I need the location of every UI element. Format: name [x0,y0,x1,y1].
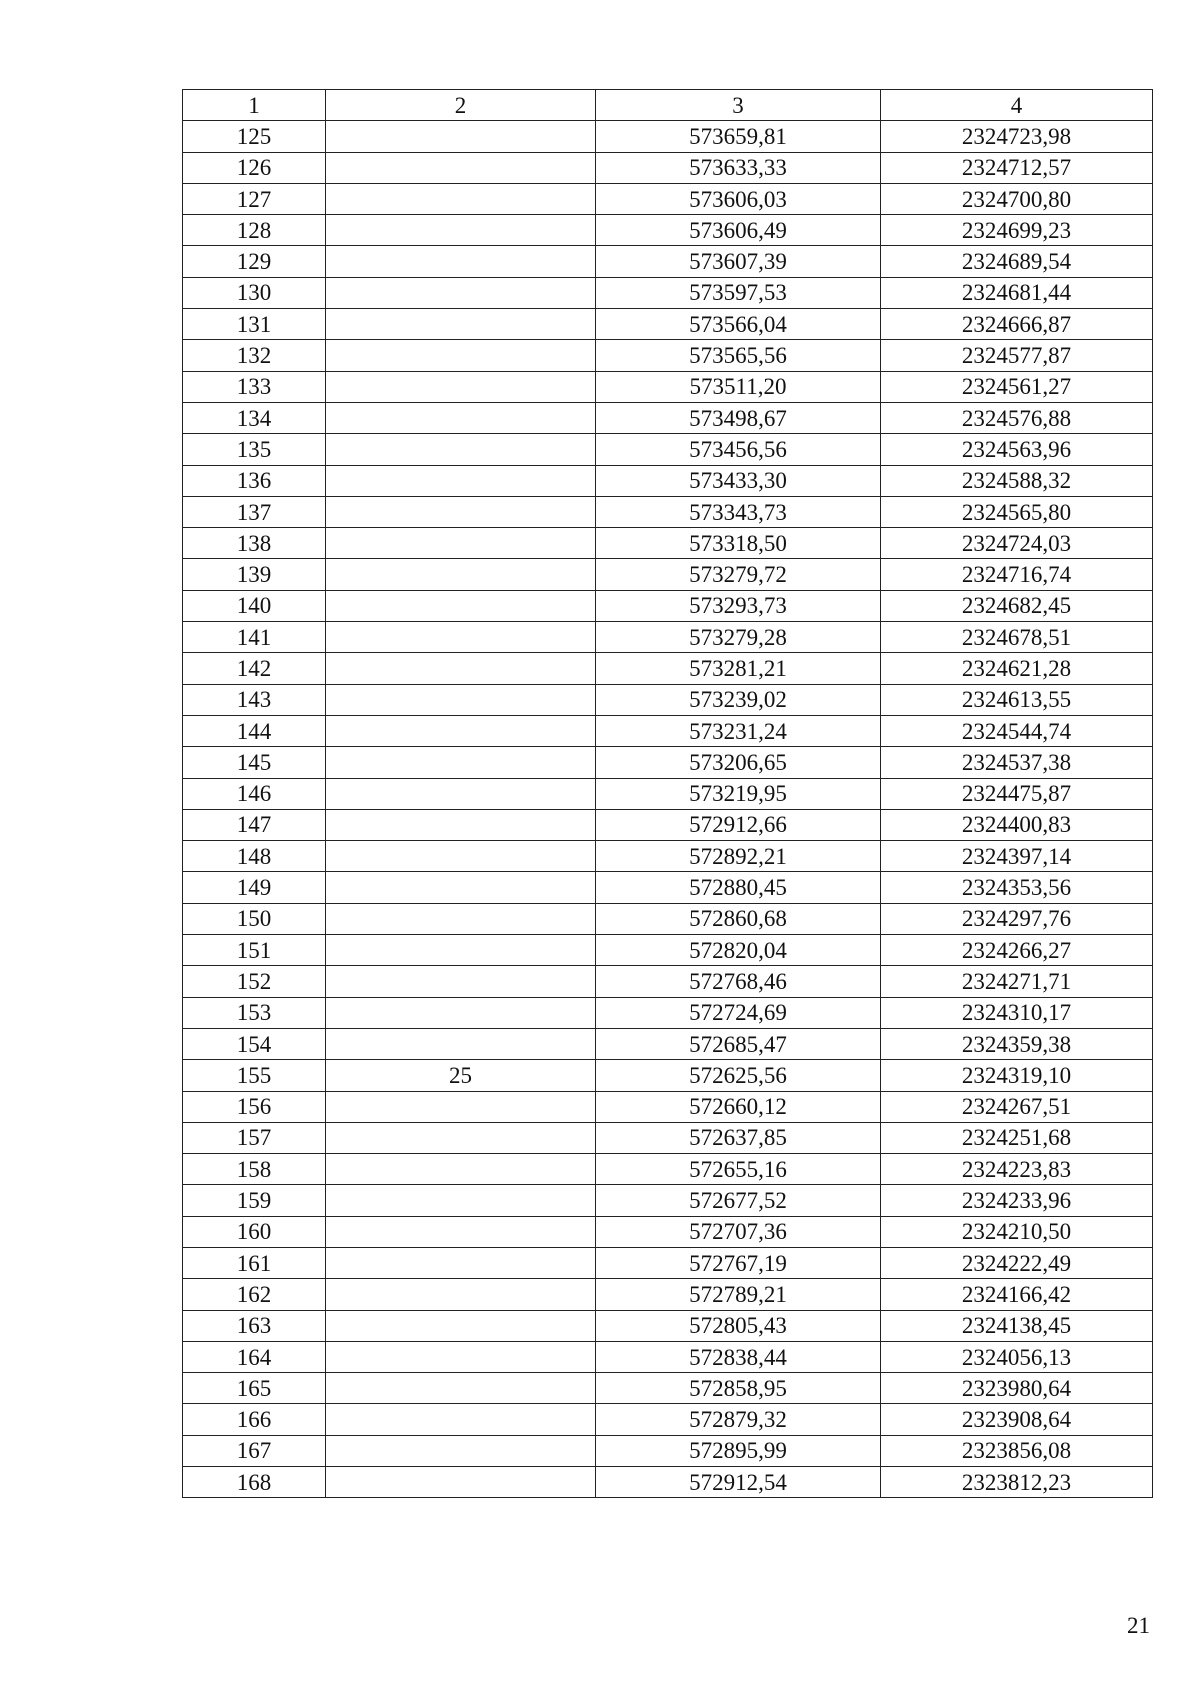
x-coordinate-cell: 573633,33 [596,152,881,183]
plot-number-cell [326,246,596,277]
y-coordinate-cell: 2324223,83 [881,1154,1153,1185]
plot-number-cell [326,1028,596,1059]
x-coordinate-cell: 572838,44 [596,1341,881,1372]
point-number-cell: 140 [183,590,326,621]
y-coordinate-cell: 2324689,54 [881,246,1153,277]
y-coordinate-cell: 2324233,96 [881,1185,1153,1216]
table-header [183,90,1153,121]
x-coordinate-cell: 573279,28 [596,622,881,653]
plot-number-cell [326,309,596,340]
point-number-cell: 127 [183,183,326,214]
point-number-cell: 157 [183,1122,326,1153]
table-row [183,183,1153,214]
x-coordinate-cell: 572685,47 [596,1028,881,1059]
point-number-cell: 128 [183,215,326,246]
point-number-cell: 159 [183,1185,326,1216]
x-coordinate-cell: 573456,56 [596,434,881,465]
table-row [183,246,1153,277]
y-coordinate-cell: 2324251,68 [881,1122,1153,1153]
y-coordinate-cell: 2324682,45 [881,590,1153,621]
table-row [183,1341,1153,1372]
x-coordinate-cell: 572912,54 [596,1467,881,1498]
x-coordinate-cell: 572789,21 [596,1279,881,1310]
point-number-cell: 132 [183,340,326,371]
table-row [183,747,1153,778]
plot-number-cell [326,465,596,496]
table-row [183,1404,1153,1435]
plot-number-cell [326,559,596,590]
header-cell-col-3: 3 [596,90,881,121]
point-number-cell: 146 [183,778,326,809]
point-number-cell: 130 [183,277,326,308]
table-row [183,622,1153,653]
table-row [183,402,1153,433]
table-row [183,1247,1153,1278]
y-coordinate-cell: 2324166,42 [881,1279,1153,1310]
y-coordinate-cell: 2324359,38 [881,1028,1153,1059]
y-coordinate-cell: 2324310,17 [881,997,1153,1028]
table-row [183,1154,1153,1185]
point-number-cell: 155 [183,1060,326,1091]
plot-number-cell [326,1279,596,1310]
plot-number-cell [326,340,596,371]
y-coordinate-cell: 2324700,80 [881,183,1153,214]
x-coordinate-cell: 572637,85 [596,1122,881,1153]
table-row [183,1279,1153,1310]
y-coordinate-cell: 2324678,51 [881,622,1153,653]
x-coordinate-cell: 573606,03 [596,183,881,214]
plot-number-cell [326,590,596,621]
x-coordinate-cell: 573566,04 [596,309,881,340]
plot-number-cell [326,966,596,997]
plot-number-cell [326,653,596,684]
point-number-cell: 163 [183,1310,326,1341]
point-number-cell: 144 [183,715,326,746]
point-number-cell: 138 [183,528,326,559]
header-cell-col-1: 1 [183,90,326,121]
point-number-cell: 145 [183,747,326,778]
table-row [183,809,1153,840]
plot-number-cell [326,371,596,402]
table-row [183,1185,1153,1216]
point-number-cell: 151 [183,935,326,966]
x-coordinate-cell: 573293,73 [596,590,881,621]
plot-number-cell [326,1435,596,1466]
x-coordinate-cell: 572892,21 [596,841,881,872]
table-row [183,778,1153,809]
table-row [183,152,1153,183]
plot-number-cell [326,1467,596,1498]
y-coordinate-cell: 2323812,23 [881,1467,1153,1498]
x-coordinate-cell: 572660,12 [596,1091,881,1122]
plot-number-cell [326,1341,596,1372]
plot-number-cell [326,215,596,246]
point-number-cell: 125 [183,121,326,152]
header-cell-col-4: 4 [881,90,1153,121]
plot-number-cell [326,183,596,214]
point-number-cell: 150 [183,903,326,934]
point-number-cell: 152 [183,966,326,997]
y-coordinate-cell: 2324681,44 [881,277,1153,308]
table-row [183,715,1153,746]
table-row [183,309,1153,340]
plot-number-cell [326,1404,596,1435]
x-coordinate-cell: 572805,43 [596,1310,881,1341]
plot-number-cell [326,1247,596,1278]
point-number-cell: 143 [183,684,326,715]
y-coordinate-cell: 2324577,87 [881,340,1153,371]
point-number-cell: 139 [183,559,326,590]
table-row [183,215,1153,246]
table-row [183,1028,1153,1059]
table-row [183,1091,1153,1122]
y-coordinate-cell: 2323908,64 [881,1404,1153,1435]
plot-number-cell [326,496,596,527]
plot-number-cell [326,684,596,715]
y-coordinate-cell: 2324353,56 [881,872,1153,903]
point-number-cell: 142 [183,653,326,684]
x-coordinate-cell: 573206,65 [596,747,881,778]
y-coordinate-cell: 2324319,10 [881,1060,1153,1091]
plot-number-cell [326,152,596,183]
x-coordinate-cell: 572625,56 [596,1060,881,1091]
plot-number-cell [326,997,596,1028]
table-row [183,1373,1153,1404]
plot-number-cell [326,809,596,840]
y-coordinate-cell: 2324565,80 [881,496,1153,527]
point-number-cell: 133 [183,371,326,402]
plot-number-cell [326,841,596,872]
y-coordinate-cell: 2324561,27 [881,371,1153,402]
y-coordinate-cell: 2324576,88 [881,402,1153,433]
y-coordinate-cell: 2324537,38 [881,747,1153,778]
y-coordinate-cell: 2324400,83 [881,809,1153,840]
point-number-cell: 136 [183,465,326,496]
plot-number-cell [326,715,596,746]
point-number-cell: 160 [183,1216,326,1247]
y-coordinate-cell: 2324266,27 [881,935,1153,966]
table-row [183,903,1153,934]
plot-number-cell [326,528,596,559]
x-coordinate-cell: 573565,56 [596,340,881,371]
table-row [183,872,1153,903]
plot-number-cell [326,1091,596,1122]
point-number-cell: 161 [183,1247,326,1278]
table-row [183,841,1153,872]
table-row [183,1060,1153,1091]
plot-number-cell [326,277,596,308]
y-coordinate-cell: 2324712,57 [881,152,1153,183]
plot-number-cell [326,402,596,433]
point-number-cell: 167 [183,1435,326,1466]
point-number-cell: 149 [183,872,326,903]
point-number-cell: 162 [183,1279,326,1310]
x-coordinate-cell: 573659,81 [596,121,881,152]
x-coordinate-cell: 573239,02 [596,684,881,715]
y-coordinate-cell: 2324138,45 [881,1310,1153,1341]
y-coordinate-cell: 2324723,98 [881,121,1153,152]
y-coordinate-cell: 2324699,23 [881,215,1153,246]
point-number-cell: 153 [183,997,326,1028]
plot-number-cell [326,778,596,809]
point-number-cell: 168 [183,1467,326,1498]
plot-number-cell [326,935,596,966]
table-row [183,1216,1153,1247]
y-coordinate-cell: 2324613,55 [881,684,1153,715]
y-coordinate-cell: 2323980,64 [881,1373,1153,1404]
table-row [183,653,1153,684]
point-number-cell: 131 [183,309,326,340]
y-coordinate-cell: 2324724,03 [881,528,1153,559]
point-number-cell: 166 [183,1404,326,1435]
x-coordinate-cell: 573607,39 [596,246,881,277]
point-number-cell: 158 [183,1154,326,1185]
point-number-cell: 148 [183,841,326,872]
plot-number-cell [326,872,596,903]
x-coordinate-cell: 572860,68 [596,903,881,934]
x-coordinate-cell: 573219,95 [596,778,881,809]
x-coordinate-cell: 573511,20 [596,371,881,402]
x-coordinate-cell: 572655,16 [596,1154,881,1185]
table-row [183,684,1153,715]
point-number-cell: 147 [183,809,326,840]
plot-number-cell [326,1154,596,1185]
plot-number-cell: 25 [326,1060,596,1091]
x-coordinate-cell: 572767,19 [596,1247,881,1278]
table-body [183,121,1153,1498]
point-number-cell: 165 [183,1373,326,1404]
y-coordinate-cell: 2324267,51 [881,1091,1153,1122]
table-row [183,966,1153,997]
table-row [183,590,1153,621]
point-number-cell: 156 [183,1091,326,1122]
point-number-cell: 141 [183,622,326,653]
table-row [183,434,1153,465]
coordinate-table [182,89,1153,1498]
y-coordinate-cell: 2323856,08 [881,1435,1153,1466]
y-coordinate-cell: 2324544,74 [881,715,1153,746]
x-coordinate-cell: 572768,46 [596,966,881,997]
plot-number-cell [326,1185,596,1216]
y-coordinate-cell: 2324588,32 [881,465,1153,496]
x-coordinate-cell: 573279,72 [596,559,881,590]
y-coordinate-cell: 2324621,28 [881,653,1153,684]
x-coordinate-cell: 572707,36 [596,1216,881,1247]
point-number-cell: 134 [183,402,326,433]
table-row [183,496,1153,527]
page-number: 21 [1127,1613,1150,1638]
y-coordinate-cell: 2324271,71 [881,966,1153,997]
table-row [183,340,1153,371]
plot-number-cell [326,1122,596,1153]
header-row [183,90,1153,121]
y-coordinate-cell: 2324297,76 [881,903,1153,934]
x-coordinate-cell: 572912,66 [596,809,881,840]
x-coordinate-cell: 573343,73 [596,496,881,527]
table-row [183,935,1153,966]
table-row [183,1310,1153,1341]
point-number-cell: 126 [183,152,326,183]
y-coordinate-cell: 2324210,50 [881,1216,1153,1247]
x-coordinate-cell: 573318,50 [596,528,881,559]
y-coordinate-cell: 2324222,49 [881,1247,1153,1278]
x-coordinate-cell: 573597,53 [596,277,881,308]
point-number-cell: 129 [183,246,326,277]
point-number-cell: 154 [183,1028,326,1059]
x-coordinate-cell: 573433,30 [596,465,881,496]
table-row [183,1122,1153,1153]
y-coordinate-cell: 2324475,87 [881,778,1153,809]
plot-number-cell [326,434,596,465]
table-row [183,277,1153,308]
x-coordinate-cell: 573498,67 [596,402,881,433]
x-coordinate-cell: 572677,52 [596,1185,881,1216]
x-coordinate-cell: 573231,24 [596,715,881,746]
y-coordinate-cell: 2324716,74 [881,559,1153,590]
plot-number-cell [326,121,596,152]
x-coordinate-cell: 573606,49 [596,215,881,246]
table-row [183,1435,1153,1466]
table-row [183,997,1153,1028]
x-coordinate-cell: 572879,32 [596,1404,881,1435]
x-coordinate-cell: 572724,69 [596,997,881,1028]
y-coordinate-cell: 2324563,96 [881,434,1153,465]
plot-number-cell [326,1373,596,1404]
table-row [183,528,1153,559]
x-coordinate-cell: 572858,95 [596,1373,881,1404]
x-coordinate-cell: 572820,04 [596,935,881,966]
x-coordinate-cell: 572895,99 [596,1435,881,1466]
plot-number-cell [326,1216,596,1247]
plot-number-cell [326,622,596,653]
point-number-cell: 137 [183,496,326,527]
point-number-cell: 135 [183,434,326,465]
x-coordinate-cell: 572880,45 [596,872,881,903]
y-coordinate-cell: 2324397,14 [881,841,1153,872]
plot-number-cell [326,747,596,778]
point-number-cell: 164 [183,1341,326,1372]
plot-number-cell [326,1310,596,1341]
table-row [183,465,1153,496]
table-row [183,371,1153,402]
y-coordinate-cell: 2324056,13 [881,1341,1153,1372]
y-coordinate-cell: 2324666,87 [881,309,1153,340]
table-row [183,559,1153,590]
x-coordinate-cell: 573281,21 [596,653,881,684]
header-cell-col-2: 2 [326,90,596,121]
plot-number-cell [326,903,596,934]
table-row [183,1467,1153,1498]
table-row [183,121,1153,152]
